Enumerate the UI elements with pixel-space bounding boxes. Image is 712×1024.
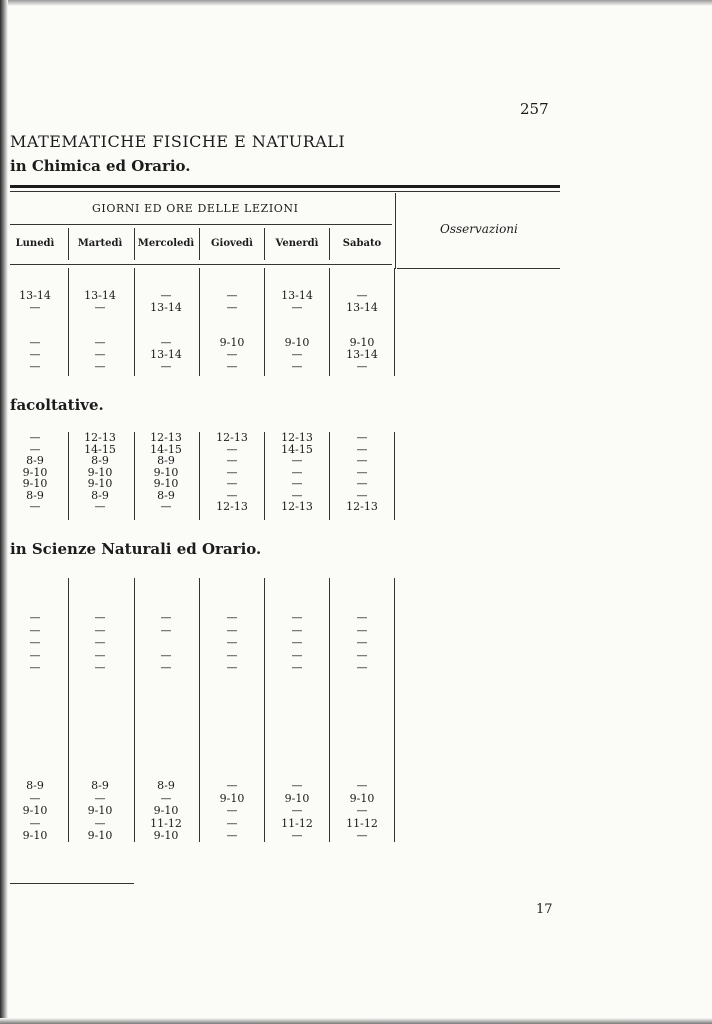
schedule-cell: 12-13 — [346, 500, 378, 513]
page-number: 257 — [520, 100, 549, 118]
schedule-cell: 9-10 — [22, 477, 48, 490]
column-divider — [134, 432, 135, 520]
observations-underline — [397, 268, 560, 269]
schedule-cell: 8-9 — [157, 488, 175, 502]
schedule-cell: 9-10 — [87, 465, 113, 479]
schedule-cell: — — [29, 648, 41, 662]
page-top-edge — [0, 0, 712, 6]
day-heading: Martedì — [77, 238, 123, 249]
observations-heading: Osservazioni — [440, 222, 518, 236]
schedule-cell: — — [29, 661, 41, 674]
schedule-cell: 12-13 — [216, 431, 248, 444]
schedule-cell: 9-10 — [284, 336, 310, 350]
days-group-underline — [10, 224, 392, 225]
schedule-cell: 13-14 — [84, 289, 116, 302]
schedule-cell: — — [94, 791, 106, 805]
page-bottom-edge — [0, 1018, 712, 1024]
schedule-cell: — — [226, 804, 238, 817]
schedule-cell: — — [291, 779, 303, 792]
schedule-cell: — — [226, 816, 238, 830]
schedule-cell: — — [94, 348, 106, 361]
schedule-cell: — — [29, 359, 41, 373]
schedule-cell: — — [291, 636, 303, 649]
schedule-cell: — — [356, 454, 368, 467]
schedule-cell: — — [29, 431, 41, 444]
column-divider — [394, 578, 395, 842]
schedule-cell: 8-9 — [26, 454, 44, 467]
schedule-cell: 8-9 — [91, 488, 109, 502]
schedule-cell: — — [356, 829, 368, 842]
heading-column-divider — [264, 228, 265, 260]
schedule-cell: — — [226, 829, 238, 842]
schedule-cell: 9-10 — [219, 336, 245, 350]
schedule-cell: 11-12 — [150, 816, 182, 830]
heading-column-divider — [68, 228, 69, 260]
schedule-cell: — — [160, 661, 172, 674]
schedule-cell: — — [94, 300, 106, 314]
schedule-cell: — — [291, 300, 303, 314]
schedule-cell: 12-13 — [84, 431, 116, 444]
schedule-cell: — — [160, 336, 172, 350]
column-divider — [329, 432, 330, 520]
schedule-cell: — — [94, 816, 106, 830]
schedule-cell: — — [29, 336, 41, 350]
schedule-cell: — — [29, 442, 41, 456]
section-title-chimica: in Chimica ed Orario. — [10, 157, 191, 175]
schedule-cell: 12-13 — [281, 500, 313, 513]
schedule-cell: — — [356, 465, 368, 479]
schedule-cell: 9-10 — [87, 477, 113, 490]
schedule-cell: 12-13 — [150, 431, 182, 444]
schedule-cell: — — [94, 636, 106, 649]
schedule-cell: — — [160, 359, 172, 373]
schedule-cell: — — [291, 623, 303, 637]
schedule-cell: — — [356, 488, 368, 502]
section-title-scienze: in Scienze Naturali ed Orario. — [10, 540, 262, 558]
schedule-cell: 9-10 — [153, 829, 179, 842]
schedule-cell: — — [291, 488, 303, 502]
schedule-cell: — — [226, 289, 238, 302]
schedule-cell: 12-13 — [216, 500, 248, 513]
printer-signature: 17 — [536, 902, 553, 917]
schedule-cell: — — [226, 648, 238, 662]
column-divider — [199, 432, 200, 520]
schedule-cell: — — [291, 661, 303, 674]
schedule-cell: 8-9 — [26, 779, 44, 792]
footnote-rule — [10, 883, 134, 884]
schedule-cell: — — [226, 454, 238, 467]
section-title-facoltative: facoltative. — [10, 396, 104, 414]
schedule-cell: — — [291, 454, 303, 467]
day-heading: Venerdì — [275, 238, 319, 249]
schedule-cell: — — [356, 611, 368, 624]
schedule-cell: — — [160, 500, 172, 513]
column-divider — [68, 432, 69, 520]
schedule-cell: — — [160, 648, 172, 662]
schedule-cell: 13-14 — [19, 289, 51, 302]
schedule-cell: — — [226, 442, 238, 456]
schedule-cell: — — [356, 431, 368, 444]
schedule-cell: 9-10 — [349, 336, 375, 350]
header-rule-thick — [10, 185, 560, 188]
schedule-cell: — — [29, 636, 41, 649]
schedule-cell: — — [226, 779, 238, 792]
schedule-cell: — — [356, 442, 368, 456]
day-heading: Mercoledì — [137, 238, 195, 249]
schedule-cell: 11-12 — [281, 816, 313, 830]
schedule-cell: 9-10 — [153, 465, 179, 479]
schedule-cell: 9-10 — [284, 791, 310, 805]
column-divider — [134, 268, 135, 376]
schedule-cell: — — [291, 611, 303, 624]
schedule-cell: 9-10 — [219, 791, 245, 805]
schedule-cell: — — [226, 611, 238, 624]
observations-divider — [395, 193, 396, 269]
schedule-cell: — — [356, 661, 368, 674]
schedule-cell: 9-10 — [349, 791, 375, 805]
schedule-cell: 9-10 — [87, 804, 113, 817]
schedule-cell: 9-10 — [153, 477, 179, 490]
schedule-cell: 13-14 — [346, 300, 378, 314]
schedule-cell: — — [94, 611, 106, 624]
schedule-cell: — — [160, 791, 172, 805]
schedule-cell: — — [160, 289, 172, 302]
schedule-cell: — — [356, 477, 368, 490]
schedule-cell: 11-12 — [346, 816, 378, 830]
schedule-cell: — — [356, 359, 368, 373]
schedule-cell: — — [94, 500, 106, 513]
schedule-cell: — — [356, 779, 368, 792]
column-divider — [329, 268, 330, 376]
schedule-cell: — — [29, 300, 41, 314]
schedule-cell: — — [356, 289, 368, 302]
column-divider — [68, 268, 69, 376]
column-divider — [199, 268, 200, 376]
schedule-cell: 9-10 — [22, 829, 48, 842]
schedule-cell: — — [29, 611, 41, 624]
days-group-heading: GIORNI ED ORE DELLE LEZIONI — [92, 202, 299, 215]
schedule-cell: — — [226, 300, 238, 314]
schedule-cell: 9-10 — [22, 804, 48, 817]
schedule-cell: — — [226, 477, 238, 490]
schedule-cell: — — [29, 348, 41, 361]
column-heads-underline — [10, 264, 392, 265]
schedule-cell: 14-15 — [281, 442, 313, 456]
column-divider — [394, 432, 395, 520]
schedule-cell: — — [94, 359, 106, 373]
schedule-cell: — — [291, 477, 303, 490]
schedule-cell: 13-14 — [281, 289, 313, 302]
schedule-cell: 8-9 — [26, 488, 44, 502]
schedule-cell: 9-10 — [22, 465, 48, 479]
schedule-cell: — — [226, 661, 238, 674]
day-heading: Giovedì — [211, 238, 253, 249]
schedule-cell: — — [356, 636, 368, 649]
schedule-cell: — — [226, 348, 238, 361]
schedule-cell: — — [29, 623, 41, 637]
schedule-cell: 13-14 — [346, 348, 378, 361]
day-heading: Lunedì — [15, 238, 55, 249]
schedule-cell: — — [226, 359, 238, 373]
heading-column-divider — [329, 228, 330, 260]
column-divider — [264, 432, 265, 520]
schedule-cell: — — [226, 623, 238, 637]
heading-column-divider — [134, 228, 135, 260]
schedule-cell: — — [291, 648, 303, 662]
schedule-cell: 8-9 — [157, 454, 175, 467]
schedule-cell: 9-10 — [87, 829, 113, 842]
schedule-cell: — — [94, 623, 106, 637]
schedule-cell: — — [29, 791, 41, 805]
schedule-cell: — — [94, 336, 106, 350]
schedule-cell: — — [291, 359, 303, 373]
column-divider — [394, 268, 395, 376]
schedule-cell: — — [356, 804, 368, 817]
schedule-cell: — — [291, 829, 303, 842]
schedule-cell: — — [29, 816, 41, 830]
schedule-cell: — — [356, 623, 368, 637]
schedule-cell: 8-9 — [157, 779, 175, 792]
schedule-cell: — — [291, 465, 303, 479]
schedule-cell: — — [291, 804, 303, 817]
schedule-cell: — — [94, 661, 106, 674]
header-rule-thin — [10, 191, 560, 192]
schedule-cell: 8-9 — [91, 454, 109, 467]
schedule-cell: 12-13 — [281, 431, 313, 444]
schedule-cell: 13-14 — [150, 300, 182, 314]
schedule-cell: — — [160, 623, 172, 637]
day-heading: Sabato — [342, 238, 382, 249]
schedule-cell: — — [226, 636, 238, 649]
schedule-cell: — — [226, 488, 238, 502]
schedule-cell: — — [291, 348, 303, 361]
schedule-cell: 14-15 — [84, 442, 116, 456]
running-header: MATEMATICHE FISICHE E NATURALI — [10, 132, 346, 151]
schedule-cell: — — [356, 648, 368, 662]
schedule-cell: — — [226, 465, 238, 479]
heading-column-divider — [199, 228, 200, 260]
column-divider — [264, 268, 265, 376]
schedule-cell: — — [94, 648, 106, 662]
schedule-cell: 8-9 — [91, 779, 109, 792]
schedule-cell: — — [160, 611, 172, 624]
schedule-cell: 9-10 — [153, 804, 179, 817]
schedule-cell: 14-15 — [150, 442, 182, 456]
schedule-cell: — — [29, 500, 41, 513]
schedule-cell: 13-14 — [150, 348, 182, 361]
